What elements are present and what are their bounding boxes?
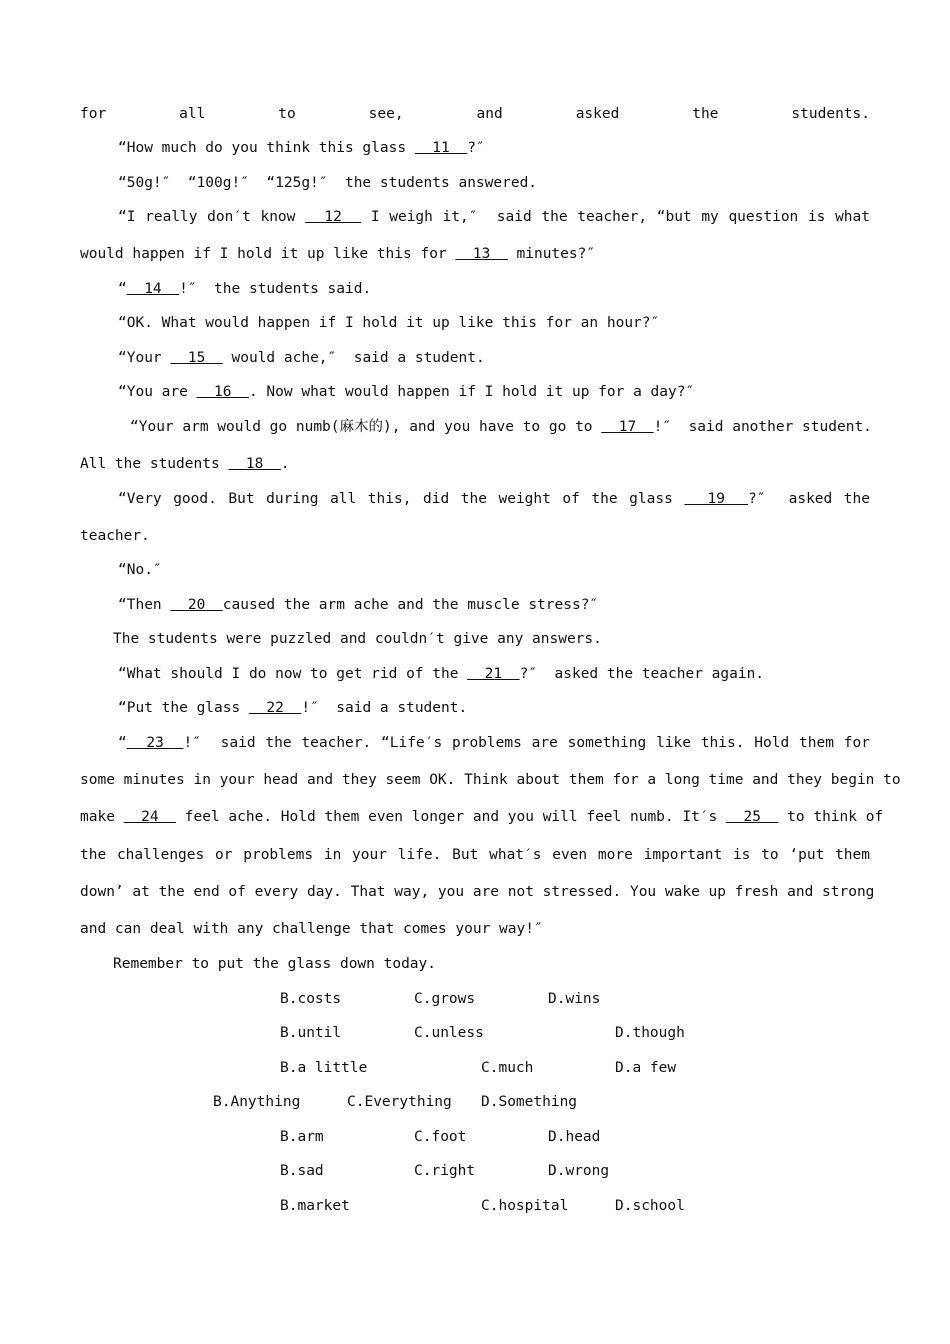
line-text: ?″ asked the teacher again. xyxy=(519,666,765,682)
option-choice: C.unless xyxy=(414,1025,484,1041)
blank-number: 17 xyxy=(601,419,654,435)
passage-line xyxy=(118,489,870,509)
blank-number: 15 xyxy=(170,350,223,366)
option-choice: B.market xyxy=(280,1198,350,1214)
option-choice: D.school xyxy=(615,1198,685,1214)
line-text: “ xyxy=(118,735,127,751)
line-text: . xyxy=(280,456,290,472)
line-text: All the students xyxy=(80,456,229,472)
blank-number: 11 xyxy=(414,140,468,156)
line-text: “What should I do now to get rid of the xyxy=(118,666,468,682)
line-text: . Now what would happen if I hold it up for a day?″ xyxy=(248,384,695,400)
blank-number: 13 xyxy=(455,246,508,262)
line-text: make xyxy=(80,809,124,825)
line-text: The students were puzzled and couldn′t give any answers. xyxy=(113,631,602,647)
option-choice: D.a few xyxy=(615,1060,677,1076)
passage-line xyxy=(118,382,694,402)
blank-number: 16 xyxy=(196,384,249,400)
blank-number: 12 xyxy=(305,209,362,225)
passage-line xyxy=(130,417,870,437)
passage-line xyxy=(118,664,764,684)
option-choice: D.wins xyxy=(548,991,601,1007)
option-choice: B.arm xyxy=(280,1129,324,1145)
passage-line xyxy=(80,770,901,790)
option-choice: D.wrong xyxy=(548,1163,610,1179)
line-text: I weigh it,″ said the teacher, “but my question is what xyxy=(361,209,870,225)
blank-number: 21 xyxy=(467,666,520,682)
blank-number: 14 xyxy=(126,281,180,297)
line-text: for all to see, and asked the students. xyxy=(80,106,870,122)
option-choice: B.Anything xyxy=(213,1094,301,1110)
line-text: and can deal with any challenge that comes your way!″ xyxy=(80,921,543,937)
passage-line xyxy=(113,629,602,649)
option-choice: C.foot xyxy=(414,1129,467,1145)
line-text: teacher. xyxy=(80,528,150,544)
option-choice: B.costs xyxy=(280,991,342,1007)
passage-line xyxy=(80,526,150,546)
option-choice: C.much xyxy=(481,1060,534,1076)
option-choice: D.head xyxy=(548,1129,601,1145)
blank-number: 23 xyxy=(126,735,184,751)
passage-line xyxy=(118,698,467,718)
line-text: “Very good. But during all this, did the weight of the glass xyxy=(118,491,685,507)
option-choice: B.sad xyxy=(280,1163,324,1179)
line-text: !″ the students said. xyxy=(179,281,372,297)
line-text: some minutes in your head and they seem OK. Think about them for a long time and they begin to xyxy=(80,772,901,788)
line-text: the challenges or problems in your life. But what′s even more important is to ‘put them xyxy=(80,847,870,863)
blank-number: 18 xyxy=(228,456,281,472)
line-text: would ache,″ said a student. xyxy=(222,350,485,366)
line-text: “Your arm would go numb(麻木的), and you have to go to xyxy=(130,419,602,435)
passage-line xyxy=(80,807,884,827)
passage-line xyxy=(80,845,870,865)
line-text: “Then xyxy=(118,597,171,613)
line-text: ?″ xyxy=(467,140,485,156)
line-text: “ xyxy=(118,281,127,297)
passage-line xyxy=(80,244,595,264)
option-choice: B.a little xyxy=(280,1060,368,1076)
option-choice: C.Everything xyxy=(347,1094,452,1110)
line-text: down’ at the end of every day. That way, you are not stressed. You wake up fresh and strong xyxy=(80,884,875,900)
line-text: “Put the glass xyxy=(118,700,249,716)
blank-number: 22 xyxy=(248,700,302,716)
passage-line xyxy=(80,919,543,939)
passage-line xyxy=(118,560,162,580)
line-text: “How much do you think this glass xyxy=(118,140,415,156)
line-text: !″ said a student. xyxy=(301,700,468,716)
option-choice: C.right xyxy=(414,1163,476,1179)
line-text: !″ said the teacher. “Life′s problems are something like this. Hold them for xyxy=(183,735,870,751)
passage-line xyxy=(118,595,598,615)
option-choice: C.grows xyxy=(414,991,476,1007)
passage-line xyxy=(118,313,659,333)
line-text: “Your xyxy=(118,350,171,366)
passage-line xyxy=(113,954,436,974)
passage-line xyxy=(118,138,485,158)
line-text: would happen if I hold it up like this for xyxy=(80,246,456,262)
option-choice: C.hospital xyxy=(481,1198,569,1214)
passage-line xyxy=(118,279,371,299)
option-choice: D.Something xyxy=(481,1094,578,1110)
blank-number: 24 xyxy=(123,809,177,825)
passage-line xyxy=(80,882,875,902)
blank-number: 20 xyxy=(170,597,223,613)
line-text: caused the arm ache and the muscle stress?″ xyxy=(222,597,599,613)
passage-line xyxy=(118,348,485,368)
option-choice: D.though xyxy=(615,1025,685,1041)
line-text: ?″ asked the xyxy=(748,491,870,507)
line-text: feel ache. Hold them even longer and you will feel numb. It′s xyxy=(176,809,727,825)
passage-line xyxy=(118,207,870,227)
passage-line xyxy=(118,173,537,193)
line-text: “OK. What would happen if I hold it up like this for an hour?″ xyxy=(118,315,660,331)
line-text: “I really don′t know xyxy=(118,209,306,225)
passage-line xyxy=(118,733,870,753)
blank-number: 19 xyxy=(684,491,749,507)
line-text: !″ said another student. xyxy=(653,419,872,435)
line-text: “50g!″ “100g!″ “125g!″ the students answered. xyxy=(118,175,538,191)
passage-line xyxy=(80,104,870,124)
blank-number: 25 xyxy=(726,809,779,825)
line-text: “You are xyxy=(118,384,197,400)
line-text: “No.″ xyxy=(118,562,162,578)
option-choice: B.until xyxy=(280,1025,342,1041)
line-text: Remember to put the glass down today. xyxy=(113,956,437,972)
line-text: to think of xyxy=(778,809,884,825)
line-text: minutes?″ xyxy=(507,246,596,262)
passage-line xyxy=(80,454,290,474)
